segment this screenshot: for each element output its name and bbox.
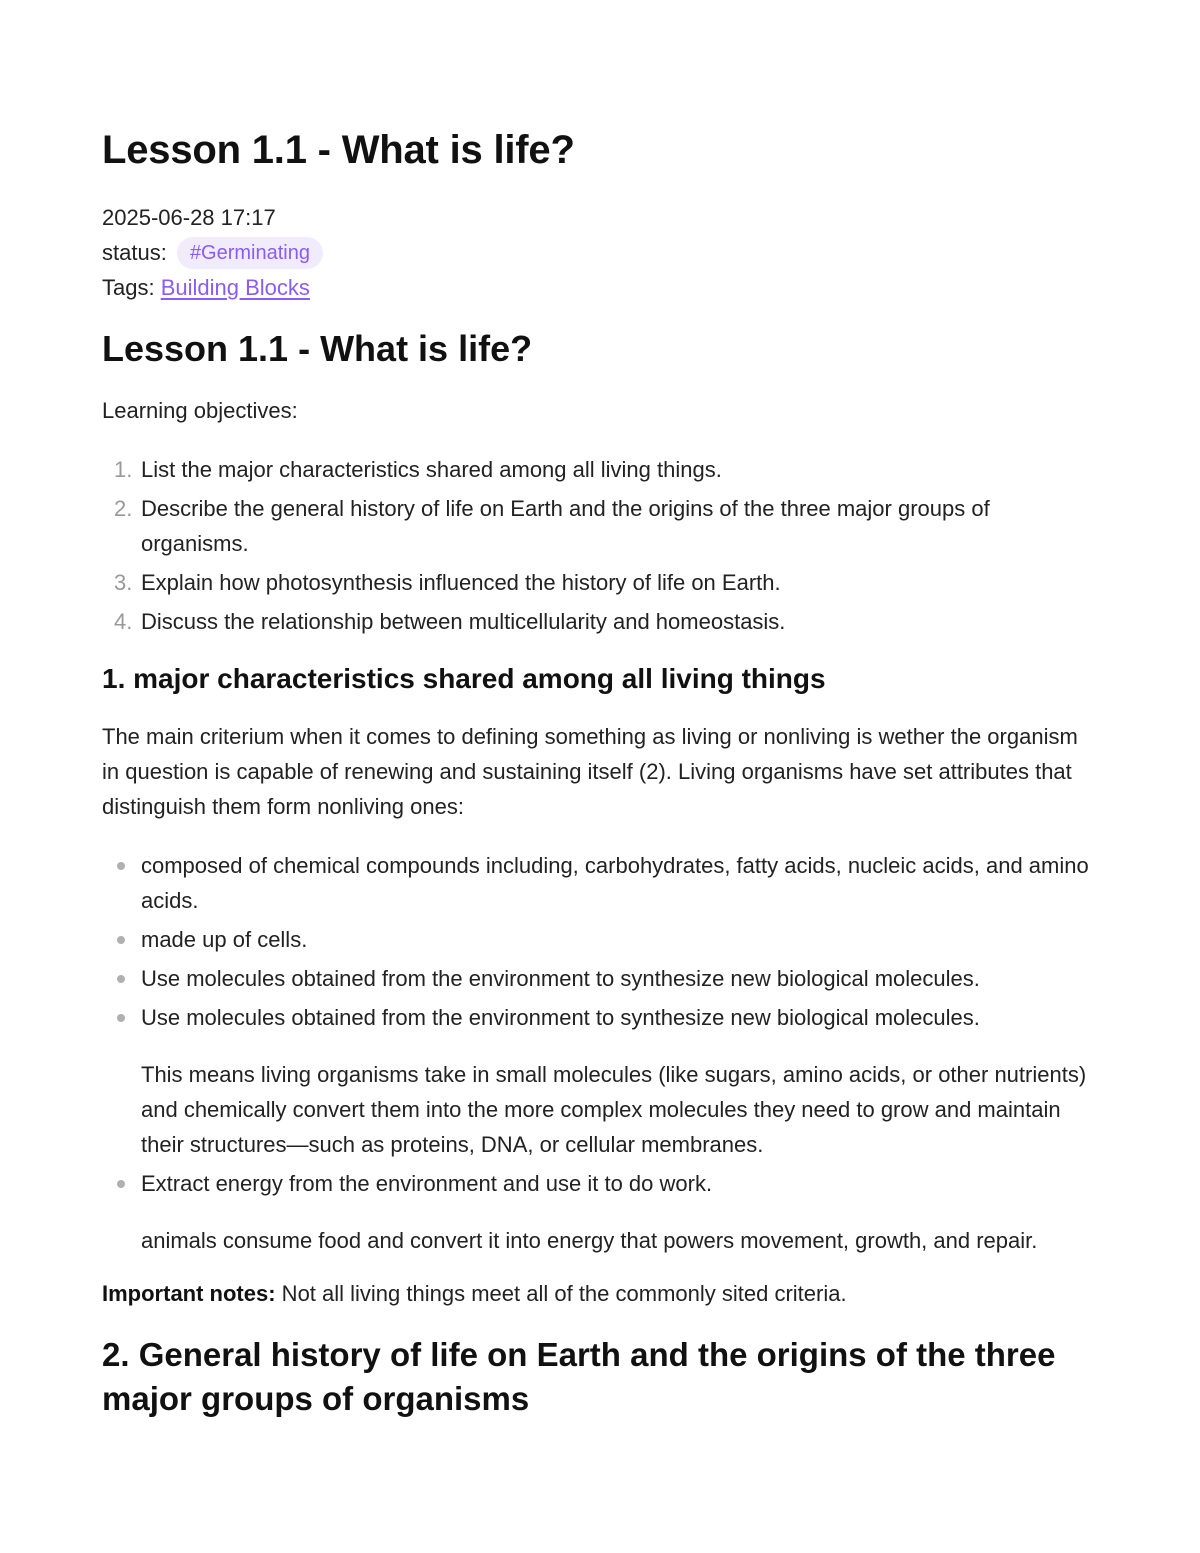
list-item-text: made up of cells. [141,927,308,952]
tag-link-building-blocks[interactable]: Building Blocks [160,275,310,300]
important-label: Important notes: [102,1281,276,1306]
list-item-text: Use molecules obtained from the environment to synthesize new biological molecules. [141,966,980,991]
list-item [102,604,1100,639]
list-item [102,961,1100,996]
list-item [102,491,1100,561]
list-item-text: Discuss the relationship between multicellularity and homeostasis. [141,609,786,634]
list-number: 2. [114,496,133,521]
section-paragraph: The main criterium when it comes to defining something as living or nonliving is wether the organism in question is capable of renewing and sustaining itself (2). Living organisms have set attributes that distinguish them form nonliving ones: [102,724,1078,819]
list-item [102,1166,1100,1258]
list-item-text: Use molecules obtained from the environment to synthesize new biological molecules. [141,1005,980,1030]
list-item-text: composed of chemical compounds including, carbohydrates, fatty acids, nucleic acids, and amino acids. [141,853,1089,913]
created-date: 2025-06-28 17:17 [102,205,276,230]
bullet-icon [117,936,125,944]
section-heading-characteristics: 1. major characteristics shared among all living things [102,663,826,694]
important-text: Not all living things meet all of the commonly sited criteria. [275,1281,847,1306]
bullet-icon [117,1014,125,1022]
list-item [102,922,1100,957]
tags-label: Tags: [102,275,155,300]
list-item-text: Extract energy from the environment and use it to do work. [141,1171,713,1196]
page-title: Lesson 1.1 - What is life? [102,128,575,172]
section-heading-lesson: Lesson 1.1 - What is life? [102,328,533,369]
characteristics-list [102,848,1100,1258]
status-label: status: [102,240,167,265]
bullet-icon [117,862,125,870]
bullet-icon [117,975,125,983]
status-line [102,235,1100,270]
objectives-list [102,452,1100,639]
list-item [102,565,1100,600]
objectives-label: Learning objectives: [102,398,298,423]
list-item [102,848,1100,918]
section-heading-history: 2. General history of life on Earth and the origins of the three major groups of organisms [102,1336,1056,1417]
list-item-note: animals consume food and convert it into energy that powers movement, growth, and repair. [141,1228,1038,1253]
list-item [102,1000,1100,1162]
list-item-text: Explain how photosynthesis influenced the history of life on Earth. [141,570,781,595]
list-number: 3. [114,570,133,595]
bullet-icon [117,1180,125,1188]
list-number: 1. [114,457,133,482]
list-item-note: This means living organisms take in small molecules (like sugars, amino acids, or other nutrients) and chemically convert them into the more complex molecules they need to grow and maintain their structures—such as proteins, DNA, or cellular membranes. [141,1062,1087,1157]
list-item [102,452,1100,487]
list-item-text: List the major characteristics shared among all living things. [141,457,722,482]
metadata-block [102,200,1100,305]
list-item-text: Describe the general history of life on Earth and the origins of the three major groups of organisms. [141,496,990,556]
status-tag[interactable]: #Germinating [177,237,323,269]
important-note [102,1276,1100,1311]
tags-line [102,270,1100,305]
list-number: 4. [114,609,133,634]
